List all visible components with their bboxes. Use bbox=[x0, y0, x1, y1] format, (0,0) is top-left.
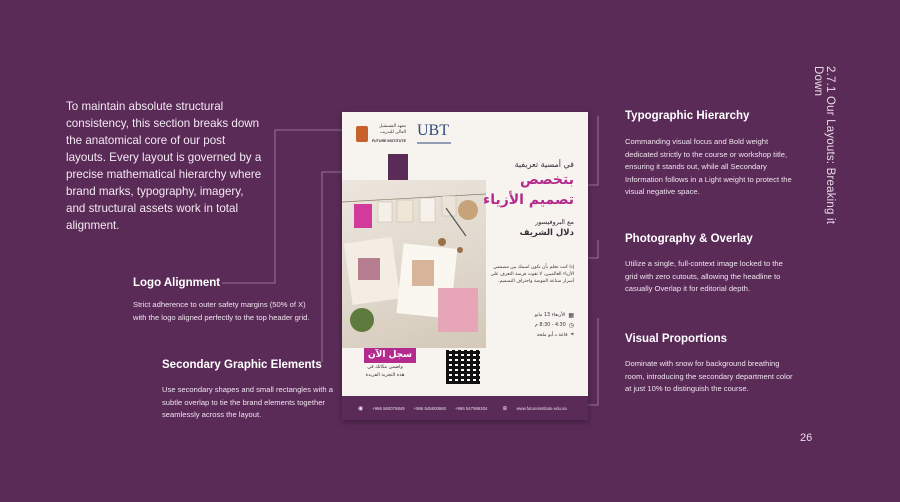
poster-mockup bbox=[342, 112, 588, 420]
page-number: 26 bbox=[800, 432, 813, 444]
poster-with-professor: مع البروفيسور bbox=[535, 218, 574, 226]
poster-details bbox=[484, 310, 574, 340]
visual-proportions-title: Visual Proportions bbox=[625, 333, 728, 345]
typographic-hierarchy-block bbox=[625, 110, 797, 199]
poster-date: الأربعاء 13 مايو bbox=[534, 312, 566, 318]
logo-alignment-block bbox=[133, 277, 313, 324]
location-pin-icon: ⌖ bbox=[570, 331, 574, 338]
globe-icon: ⊕ bbox=[502, 405, 508, 412]
secondary-elements-title: Secondary Graphic Elements bbox=[162, 359, 322, 371]
visual-proportions-block bbox=[625, 333, 797, 396]
calendar-icon: ▦ bbox=[568, 312, 574, 319]
poster-phone-2: +966 545500660 bbox=[413, 405, 447, 411]
photography-overlay-block bbox=[625, 233, 797, 296]
poster-place: قاعة د.أبو ملحة bbox=[536, 332, 568, 338]
photography-overlay-body: Utilize a single, full-context image locked to the grid with zero cutouts, allowing the headline to casually Overlap it for editorial depth. bbox=[625, 259, 783, 294]
ubt-logo: UBT bbox=[417, 122, 449, 139]
poster-place-row bbox=[484, 330, 574, 340]
poster-speaker: دلال الشريف bbox=[519, 228, 574, 238]
poster-phone-3: +966 547986304 bbox=[455, 405, 488, 411]
typographic-hierarchy-body: Commanding visual focus and Bold weight dedicated strictly to the course or workshop title, ensuring it stands out, while all Secondary Information follows in a Light weight to protect the visual negative space. bbox=[625, 137, 792, 197]
whatsapp-icon: ◉ bbox=[358, 405, 364, 412]
ubt-logo-underline bbox=[417, 142, 451, 144]
logo-arabic-text: معهد المستقبل العالي للتدريب bbox=[379, 124, 406, 135]
poster-time: 4:30 - 8:30 م bbox=[534, 322, 566, 328]
poster-website: www.futureinstitute.edu.sa bbox=[516, 405, 567, 411]
logo-alignment-title: Logo Alignment bbox=[133, 277, 221, 289]
register-now-button[interactable]: سجل الآن bbox=[364, 348, 416, 363]
logo-mark-icon bbox=[356, 126, 368, 142]
section-side-title: 2.7.1 Our Layouts: Breaking it Down bbox=[812, 66, 836, 225]
typographic-hierarchy-title: Typographic Hierarchy bbox=[625, 110, 750, 122]
photography-overlay-title: Photography & Overlay bbox=[625, 233, 753, 245]
cta-subtext-line2: هذه التجربة الفريدة bbox=[365, 373, 405, 378]
poster-date-row bbox=[484, 310, 574, 320]
logo-alignment-body: Strict adherence to outer safety margins (50% of X) with the logo aligned perfectly to the top header grid. bbox=[133, 300, 310, 322]
poster-headline-line1: بتخصص bbox=[520, 172, 574, 188]
logo-english-text: FUTURE INSTITUTE bbox=[371, 139, 406, 143]
poster-footer bbox=[342, 396, 588, 420]
poster-time-row bbox=[484, 320, 574, 330]
clock-icon: ◷ bbox=[568, 322, 574, 329]
poster-description: إذا كنت تحلم بأن تكون اسمك بين مصممي الأزياء العالميين، لا تفوت فرصة التعرف على أسرار صناعة الموضة واحتراف التصميم. bbox=[490, 265, 574, 285]
secondary-elements-body: Use secondary shapes and small rectangles with a subtle overlap to tie the brand elements together seamlessly across the layout. bbox=[162, 385, 333, 420]
future-institute-logo bbox=[356, 124, 406, 148]
secondary-elements-block bbox=[162, 359, 337, 422]
poster-kicker: في أمسية تعريفية bbox=[514, 160, 574, 169]
cta-subtext-line1: واضمن مكانك في bbox=[367, 365, 403, 370]
poster-phone-1: +966 560076849 bbox=[372, 405, 405, 411]
visual-proportions-body: Dominate with snow for background breathing room, introducing the secondary department color at just 10% to distinguish the course. bbox=[625, 359, 793, 394]
intro-paragraph: To maintain absolute structural consistency, this section breaks down the anatomical core of our post layouts. Every layout is governed by a precise mathematical hierarchy where brand marks, typography, imagery, and structural assets work in total alignment. bbox=[66, 100, 262, 232]
poster-headline-line2: تصميم الأزياء bbox=[483, 192, 574, 208]
qr-code[interactable] bbox=[446, 350, 480, 384]
